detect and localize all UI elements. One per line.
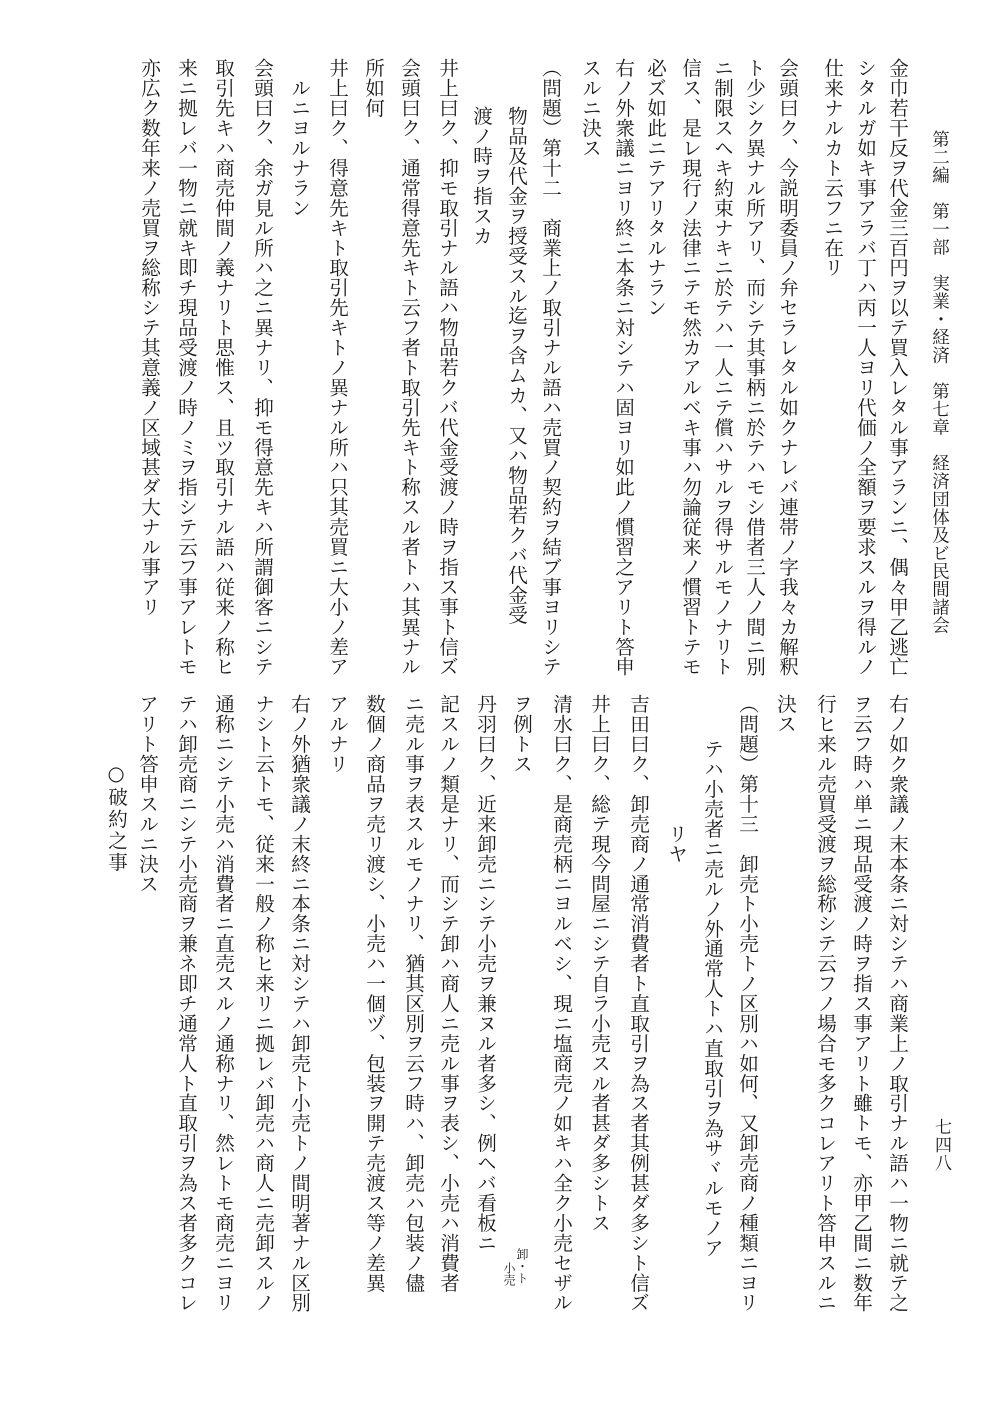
- lower-text-line: 吉田曰ク、卸売商ノ通常消費者ト直取引ヲ為ス者其例甚ダ多シト信ズ: [626, 694, 650, 1313]
- lower-text-line: ヲ例トス: [509, 694, 533, 774]
- upper-text-line: 会頭曰ク、通常得意先キト云フ者ト取引先キト称スル者トハ其異ナル: [397, 58, 421, 677]
- upper-text-line: 井上曰ク、抑モ取引ナル語ハ物品若クバ代金受渡ノ時ヲ指ス事ト信ズ: [435, 58, 459, 677]
- lower-text-line: 行ヒ来ル売買受渡ヲ総称シテ云フノ場合モ多クコレアリト答申スルニ: [813, 694, 837, 1313]
- lower-text-line: （問題）第十三 卸売ト小売トノ区別ハ如何、又卸売商ノ種類ニヨリ: [735, 694, 759, 1313]
- upper-text-line: 亦広ク数年来ノ売買ヲ総称シテ其意義ノ区域甚ダ大ナル事アリ: [137, 58, 161, 617]
- upper-text-line: 来ニ拠レバ一物ニ就キ即チ現品受渡ノ時ノミヲ指シテ云フ事アレトモ: [174, 58, 198, 677]
- lower-text-line: ヲ云フ時ハ単ニ現品受渡ノ時ヲ指ス事アリト雖トモ、亦甲乙間ニ数年: [849, 694, 873, 1313]
- upper-text-line: 渡ノ時ヲ指スカ: [469, 106, 493, 246]
- ruby-annotation-1: 卸・ト: [515, 1248, 529, 1284]
- lower-text-line: 右ノ外猶衆議ノ末終ニ本条ニ対シテハ卸売ト小売トノ間明著ナル区別: [287, 694, 311, 1313]
- lower-text-line: テハ小売者ニ売ルノ外通常人トハ直取引ヲ為サヾルモノア: [700, 739, 724, 1258]
- upper-text-line: 物品及代金ヲ授受スル迄ヲ含ムカ、又ハ物品若クバ代金受: [504, 106, 528, 625]
- lower-text-line: ナシト云トモ、従来一般ノ称ヒ来リニ拠レバ卸売ハ商人ニ売卸スルノ: [251, 694, 275, 1313]
- upper-text-line: 仕来ナルカト云フニ在リ: [820, 58, 844, 278]
- upper-text-line: （問題）第十二 商業上ノ取引ナル語ハ売買ノ契約ヲ結ブ事ヨリシテ: [538, 58, 562, 677]
- upper-text-line: 会頭曰ク、今説明委員ノ弁セラレタル如クナレバ連帯ノ字我々カ解釈: [775, 58, 799, 677]
- upper-text-line: 必ズ如此ニテアリタルナラン: [643, 58, 667, 318]
- lower-text-line: 記スルノ類是ナリ、而シテ卸ハ商人ニ売ル事ヲ表シ、小売ハ消費者: [436, 694, 460, 1293]
- lower-text-line: 通称ニシテ小売ハ消費者ニ直売スルノ通称ナリ、然レトモ商売ニヨリ: [211, 694, 235, 1313]
- lower-text-line: 決ス: [773, 694, 797, 734]
- lower-text-line: アルナリ: [325, 694, 349, 774]
- upper-text-line: 会頭曰ク、余ガ見ル所ハ之ニ異ナリ、抑モ得意先キハ所謂御客ニシテ: [250, 58, 274, 677]
- upper-text-line: ルニヨルナラン: [287, 78, 311, 218]
- lower-text-line: 井上曰ク、総テ現今問屋ニシテ自ラ小売スル者甚ダ多シトス: [587, 694, 611, 1233]
- upper-text-line: ニ制限スヘキ約束ナキニ於テハ一人ニテ償ハサルヲ得サルモノナリト: [710, 58, 734, 677]
- upper-text-line: 所如何: [361, 58, 385, 118]
- lower-text-line: アリト答申スルニ決ス: [135, 694, 159, 894]
- upper-text-line: 信ス、是レ現行ノ法律ニテモ然カアルベキ事ハ勿論従来ノ慣習トテモ: [678, 58, 702, 677]
- lower-text-line: 清水曰ク、是商売柄ニヨルベシ、現ニ塩商売ノ如キハ全ク小売セザル: [549, 694, 573, 1313]
- upper-text-line: スルニ決ス: [578, 58, 602, 158]
- ruby-annotation-2: 小売: [502, 1262, 516, 1286]
- section-title: ○破約之事: [104, 762, 128, 874]
- upper-text-line: ト少シク異ナル所アリ、而シテ其事柄ニ於テハモシ借者三人ノ間ニ別: [742, 58, 766, 677]
- running-head: 第二編 第一部 実業・経済 第七章 経済団体及ビ民間諸会: [929, 130, 950, 634]
- lower-text-line: ニ売ル事ヲ表スルモノナリ、猶其区別ヲ云フ時ハ、卸売ハ包装ノ儘: [401, 694, 425, 1293]
- upper-text-line: シタルガ如キ事アラバ丁ハ丙一人ヨリ代価ノ全額ヲ要求スルヲ得ルノ: [853, 58, 877, 677]
- page-number: 七四八: [931, 1118, 951, 1172]
- lower-text-line: リヤ: [664, 824, 688, 864]
- upper-text-line: 取引先キハ商売仲間ノ義ナリト思惟ス、且ツ取引ナル語ハ従来ノ称ヒ: [211, 58, 235, 677]
- lower-text-line: テハ卸売商ニシテ小売商ヲ兼ネ即チ通常人ト直取引ヲ為ス者多クコレ: [174, 694, 198, 1313]
- upper-text-line: 井上曰ク、得意先キト取引先キトノ異ナル所ハ只其売買ニ大小ノ差ア: [325, 58, 349, 677]
- upper-text-line: 金巾若干反ヲ代金三百円ヲ以テ買入レタル事アランニ、偶々甲乙逃亡: [885, 58, 909, 677]
- lower-text-line: 右ノ如ク衆議ノ末本条ニ対シテハ商業上ノ取引ナル語ハ一物ニ就テ之: [885, 694, 909, 1313]
- upper-text-line: 右ノ外衆議ニヨリ終ニ本条ニ対シテハ固ヨリ如此ノ慣習之アリト答申: [611, 58, 635, 677]
- lower-text-line: 丹羽曰ク、近来卸売ニシテ小売ヲ兼ヌル者多シ、例ヘバ看板ニ: [473, 694, 497, 1253]
- lower-text-line: 数個ノ商品ヲ売リ渡シ、小売ハ一個ヅ、包装ヲ開テ売渡ス等ノ差異: [362, 694, 386, 1293]
